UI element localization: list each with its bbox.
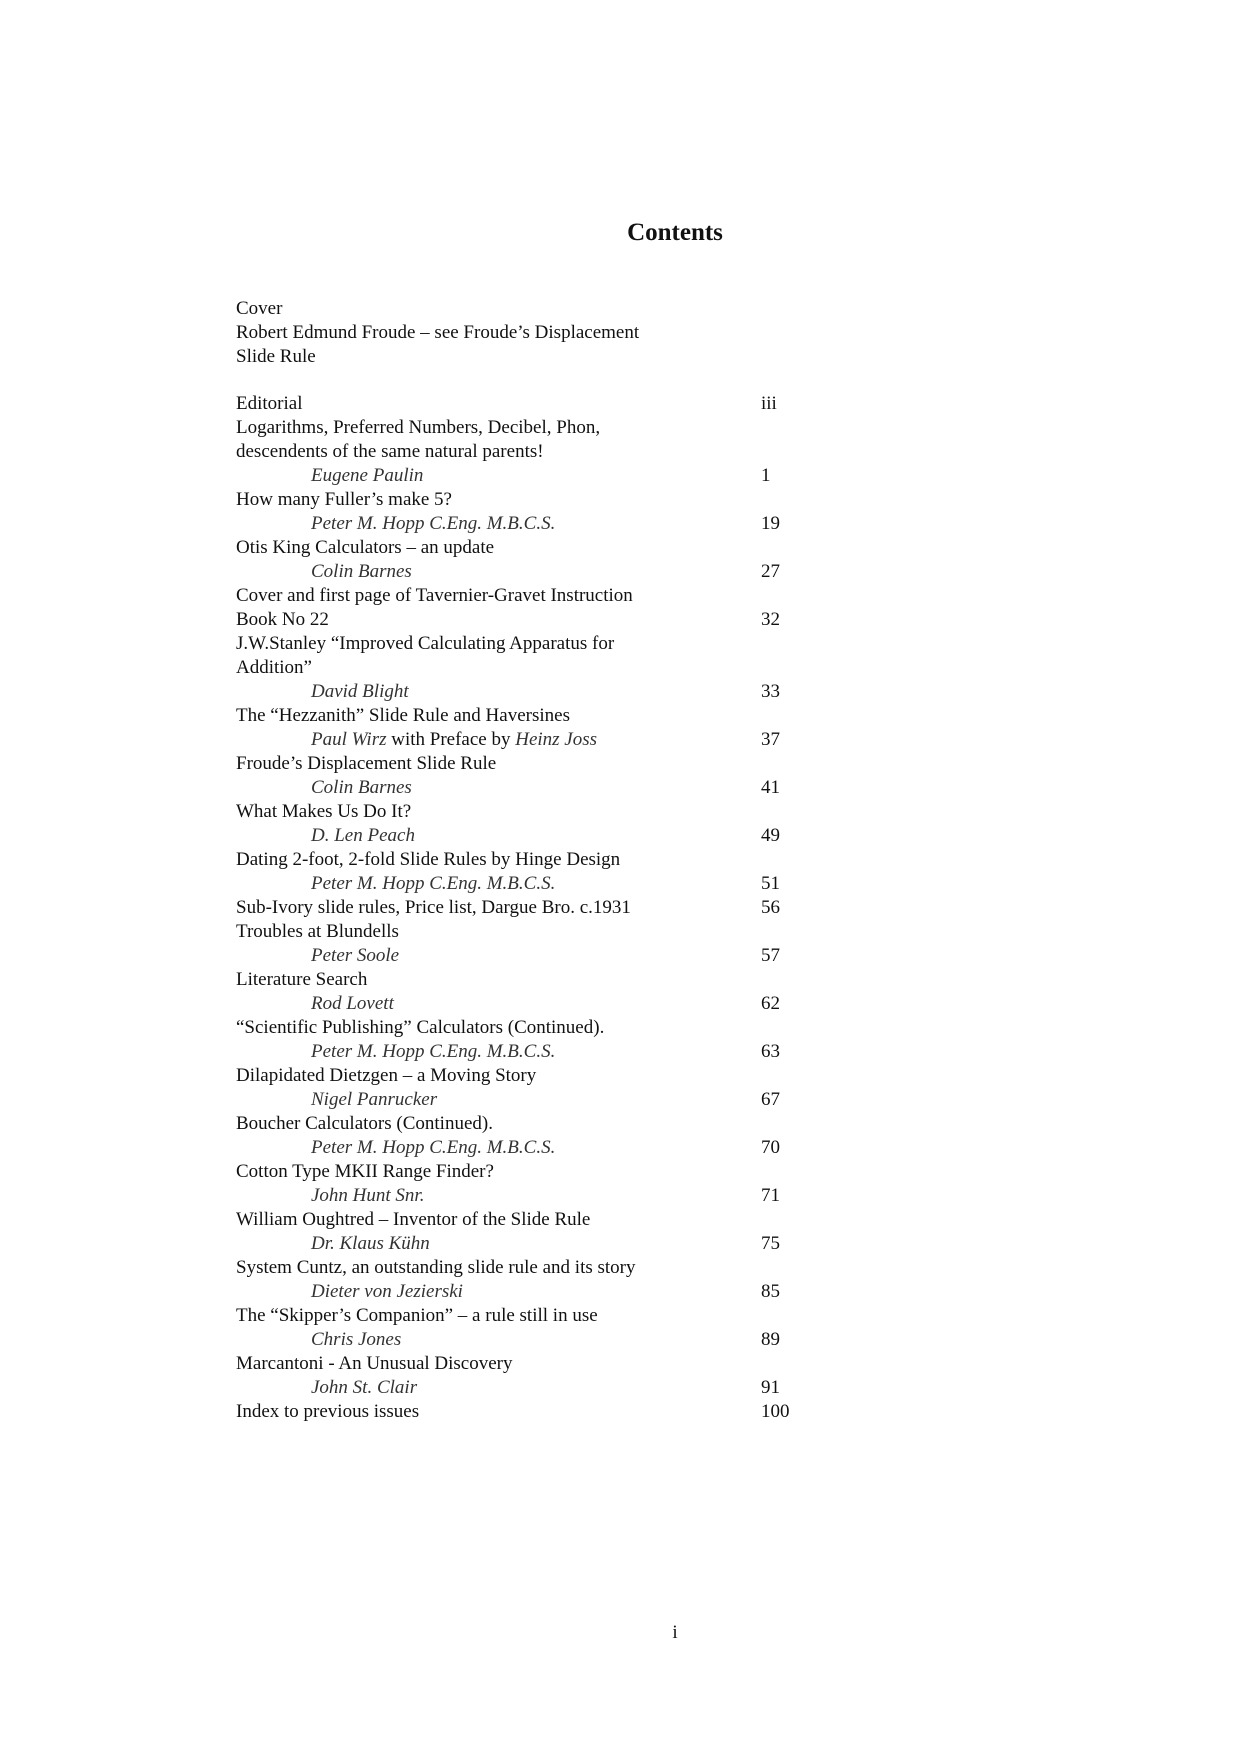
entry-title-text: System Cuntz, an outstanding slide rule and its story bbox=[236, 1257, 636, 1278]
toc-entry-title bbox=[236, 656, 856, 680]
entry-title-text: What Makes Us Do It? bbox=[236, 801, 412, 822]
toc-entry-title bbox=[236, 440, 856, 464]
page-number: 91 bbox=[761, 1377, 780, 1398]
toc-entry-author bbox=[236, 992, 856, 1016]
toc-entry-title bbox=[236, 800, 856, 824]
toc-entry-author bbox=[236, 464, 856, 488]
toc-entry-author bbox=[236, 1040, 856, 1064]
cover-description: Robert Edmund Froude – see Froude’s Displacement bbox=[236, 322, 640, 343]
toc-entry-title bbox=[236, 1064, 856, 1088]
entry-title-text: descendents of the same natural parents! bbox=[236, 441, 544, 462]
page-number: 85 bbox=[761, 1281, 780, 1302]
author-name: Dr. Klaus Kühn bbox=[311, 1233, 430, 1254]
toc-entry-title bbox=[236, 608, 856, 632]
toc-entry-title bbox=[236, 392, 856, 416]
toc-entry-author bbox=[236, 680, 856, 704]
entry-title-text: Boucher Calculators (Continued). bbox=[236, 1113, 493, 1134]
toc-entry-author bbox=[236, 1136, 856, 1160]
author-name-primary: Paul Wirz bbox=[311, 729, 387, 750]
entry-title-text: Book No 22 bbox=[236, 609, 329, 630]
author-name: Colin Barnes bbox=[311, 777, 412, 798]
entry-title-text: The “Hezzanith” Slide Rule and Haversines bbox=[236, 705, 570, 726]
page-number: 56 bbox=[761, 897, 780, 918]
page-number: 100 bbox=[761, 1401, 790, 1422]
toc-entry-title bbox=[236, 1352, 856, 1376]
toc-entry-author bbox=[236, 776, 856, 800]
entry-title-text: Froude’s Displacement Slide Rule bbox=[236, 753, 497, 774]
page-number: 89 bbox=[761, 1329, 780, 1350]
page-number: 70 bbox=[761, 1137, 780, 1158]
author-name: Peter M. Hopp C.Eng. M.B.C.S. bbox=[311, 1041, 556, 1062]
toc-entry-title bbox=[236, 704, 856, 728]
author-name: Peter M. Hopp C.Eng. M.B.C.S. bbox=[311, 873, 556, 894]
page-number: 27 bbox=[761, 561, 780, 582]
author-connector: with Preface by bbox=[391, 729, 511, 750]
author-name: D. Len Peach bbox=[311, 825, 415, 846]
author-name bbox=[311, 728, 597, 752]
author-name: John St. Clair bbox=[311, 1377, 418, 1398]
entry-title-text: Dilapidated Dietzgen – a Moving Story bbox=[236, 1065, 537, 1086]
author-name: David Blight bbox=[311, 681, 409, 702]
cover-title: Cover bbox=[236, 298, 283, 319]
entry-title-text: How many Fuller’s make 5? bbox=[236, 489, 452, 510]
toc-entry-title bbox=[236, 1016, 856, 1040]
author-name: Colin Barnes bbox=[311, 561, 412, 582]
entry-title-text: “Scientific Publishing” Calculators (Continued). bbox=[236, 1017, 605, 1038]
toc-entry-author bbox=[236, 1184, 856, 1208]
author-name: Rod Lovett bbox=[311, 993, 394, 1014]
table-of-contents bbox=[236, 297, 856, 1424]
footer-page-number: i bbox=[672, 1622, 678, 1643]
entry-title-text: Dating 2-foot, 2-fold Slide Rules by Hinge Design bbox=[236, 849, 621, 870]
toc-entry-title bbox=[236, 1160, 856, 1184]
author-name: Peter M. Hopp C.Eng. M.B.C.S. bbox=[311, 1137, 556, 1158]
toc-entry-title bbox=[236, 848, 856, 872]
toc-entry-author bbox=[236, 512, 856, 536]
page-number: 19 bbox=[761, 513, 780, 534]
entry-title-text: Index to previous issues bbox=[236, 1401, 420, 1422]
entry-title-text: Cover and first page of Tavernier-Gravet Instruction bbox=[236, 585, 633, 606]
toc-entry-title bbox=[236, 632, 856, 656]
entry-title-text: Literature Search bbox=[236, 969, 368, 990]
page-number: 51 bbox=[761, 873, 780, 894]
page-number: 75 bbox=[761, 1233, 780, 1254]
entry-title-text: The “Skipper’s Companion” – a rule still in use bbox=[236, 1305, 598, 1326]
page-number: 41 bbox=[761, 777, 780, 798]
toc-entry-title bbox=[236, 584, 856, 608]
page-number: 49 bbox=[761, 825, 780, 846]
toc-entry-title bbox=[236, 920, 856, 944]
entry-title-text: Troubles at Blundells bbox=[236, 921, 399, 942]
toc-entry-author bbox=[236, 728, 856, 752]
author-name: Dieter von Jezierski bbox=[311, 1281, 463, 1302]
toc-entry-title bbox=[236, 1304, 856, 1328]
entry-title-text: Addition” bbox=[236, 657, 312, 678]
toc-entry-title bbox=[236, 416, 856, 440]
toc-entry-title bbox=[236, 896, 856, 920]
toc-entry-author bbox=[236, 1328, 856, 1352]
toc-entry-author bbox=[236, 1088, 856, 1112]
page-number: 67 bbox=[761, 1089, 780, 1110]
entry-title-text: Logarithms, Preferred Numbers, Decibel, Phon, bbox=[236, 417, 601, 438]
author-name: Nigel Panrucker bbox=[311, 1089, 438, 1110]
toc-entry-author bbox=[236, 824, 856, 848]
entry-title-text: Cotton Type MKII Range Finder? bbox=[236, 1161, 494, 1182]
author-name: John Hunt Snr. bbox=[311, 1185, 425, 1206]
entry-title-text: William Oughtred – Inventor of the Slide Rule bbox=[236, 1209, 591, 1230]
toc-entry-title bbox=[236, 1400, 856, 1424]
page-number: 57 bbox=[761, 945, 780, 966]
author-name: Eugene Paulin bbox=[311, 465, 424, 486]
page-number: 1 bbox=[761, 465, 771, 486]
toc-entry-author bbox=[236, 1376, 856, 1400]
page-number: iii bbox=[761, 393, 777, 414]
spacer bbox=[236, 369, 856, 392]
toc-entry-author bbox=[236, 1232, 856, 1256]
entry-title-text: J.W.Stanley “Improved Calculating Apparatus for bbox=[236, 633, 615, 654]
entry-title-text: Marcantoni - An Unusual Discovery bbox=[236, 1353, 513, 1374]
toc-entry-author bbox=[236, 944, 856, 968]
toc-entry-author bbox=[236, 560, 856, 584]
cover-description: Slide Rule bbox=[236, 346, 316, 367]
page-title: Contents bbox=[627, 219, 723, 246]
toc-entry-title bbox=[236, 488, 856, 512]
entry-title-text: Sub-Ivory slide rules, Price list, Dargue Bro. c.1931 bbox=[236, 897, 631, 918]
author-name-secondary: Heinz Joss bbox=[515, 729, 598, 750]
toc-entry-title bbox=[236, 968, 856, 992]
page-number: 62 bbox=[761, 993, 780, 1014]
page-number: 63 bbox=[761, 1041, 780, 1062]
toc-entry-title bbox=[236, 1256, 856, 1280]
author-name: Peter Soole bbox=[311, 945, 400, 966]
author-name: Chris Jones bbox=[311, 1329, 402, 1350]
entry-title-text: Editorial bbox=[236, 393, 303, 414]
page-number: 71 bbox=[761, 1185, 780, 1206]
page-number: 32 bbox=[761, 609, 780, 630]
toc-entry-title bbox=[236, 752, 856, 776]
cover-line bbox=[236, 321, 856, 345]
cover-line bbox=[236, 297, 856, 321]
page-number: 37 bbox=[761, 729, 780, 750]
entry-title-text: Otis King Calculators – an update bbox=[236, 537, 495, 558]
toc-entry-title bbox=[236, 1208, 856, 1232]
toc-entry-author bbox=[236, 1280, 856, 1304]
cover-line bbox=[236, 345, 856, 369]
toc-entry-title bbox=[236, 536, 856, 560]
toc-entry-author bbox=[236, 872, 856, 896]
page-number: 33 bbox=[761, 681, 780, 702]
author-name: Peter M. Hopp C.Eng. M.B.C.S. bbox=[311, 513, 556, 534]
toc-entry-title bbox=[236, 1112, 856, 1136]
